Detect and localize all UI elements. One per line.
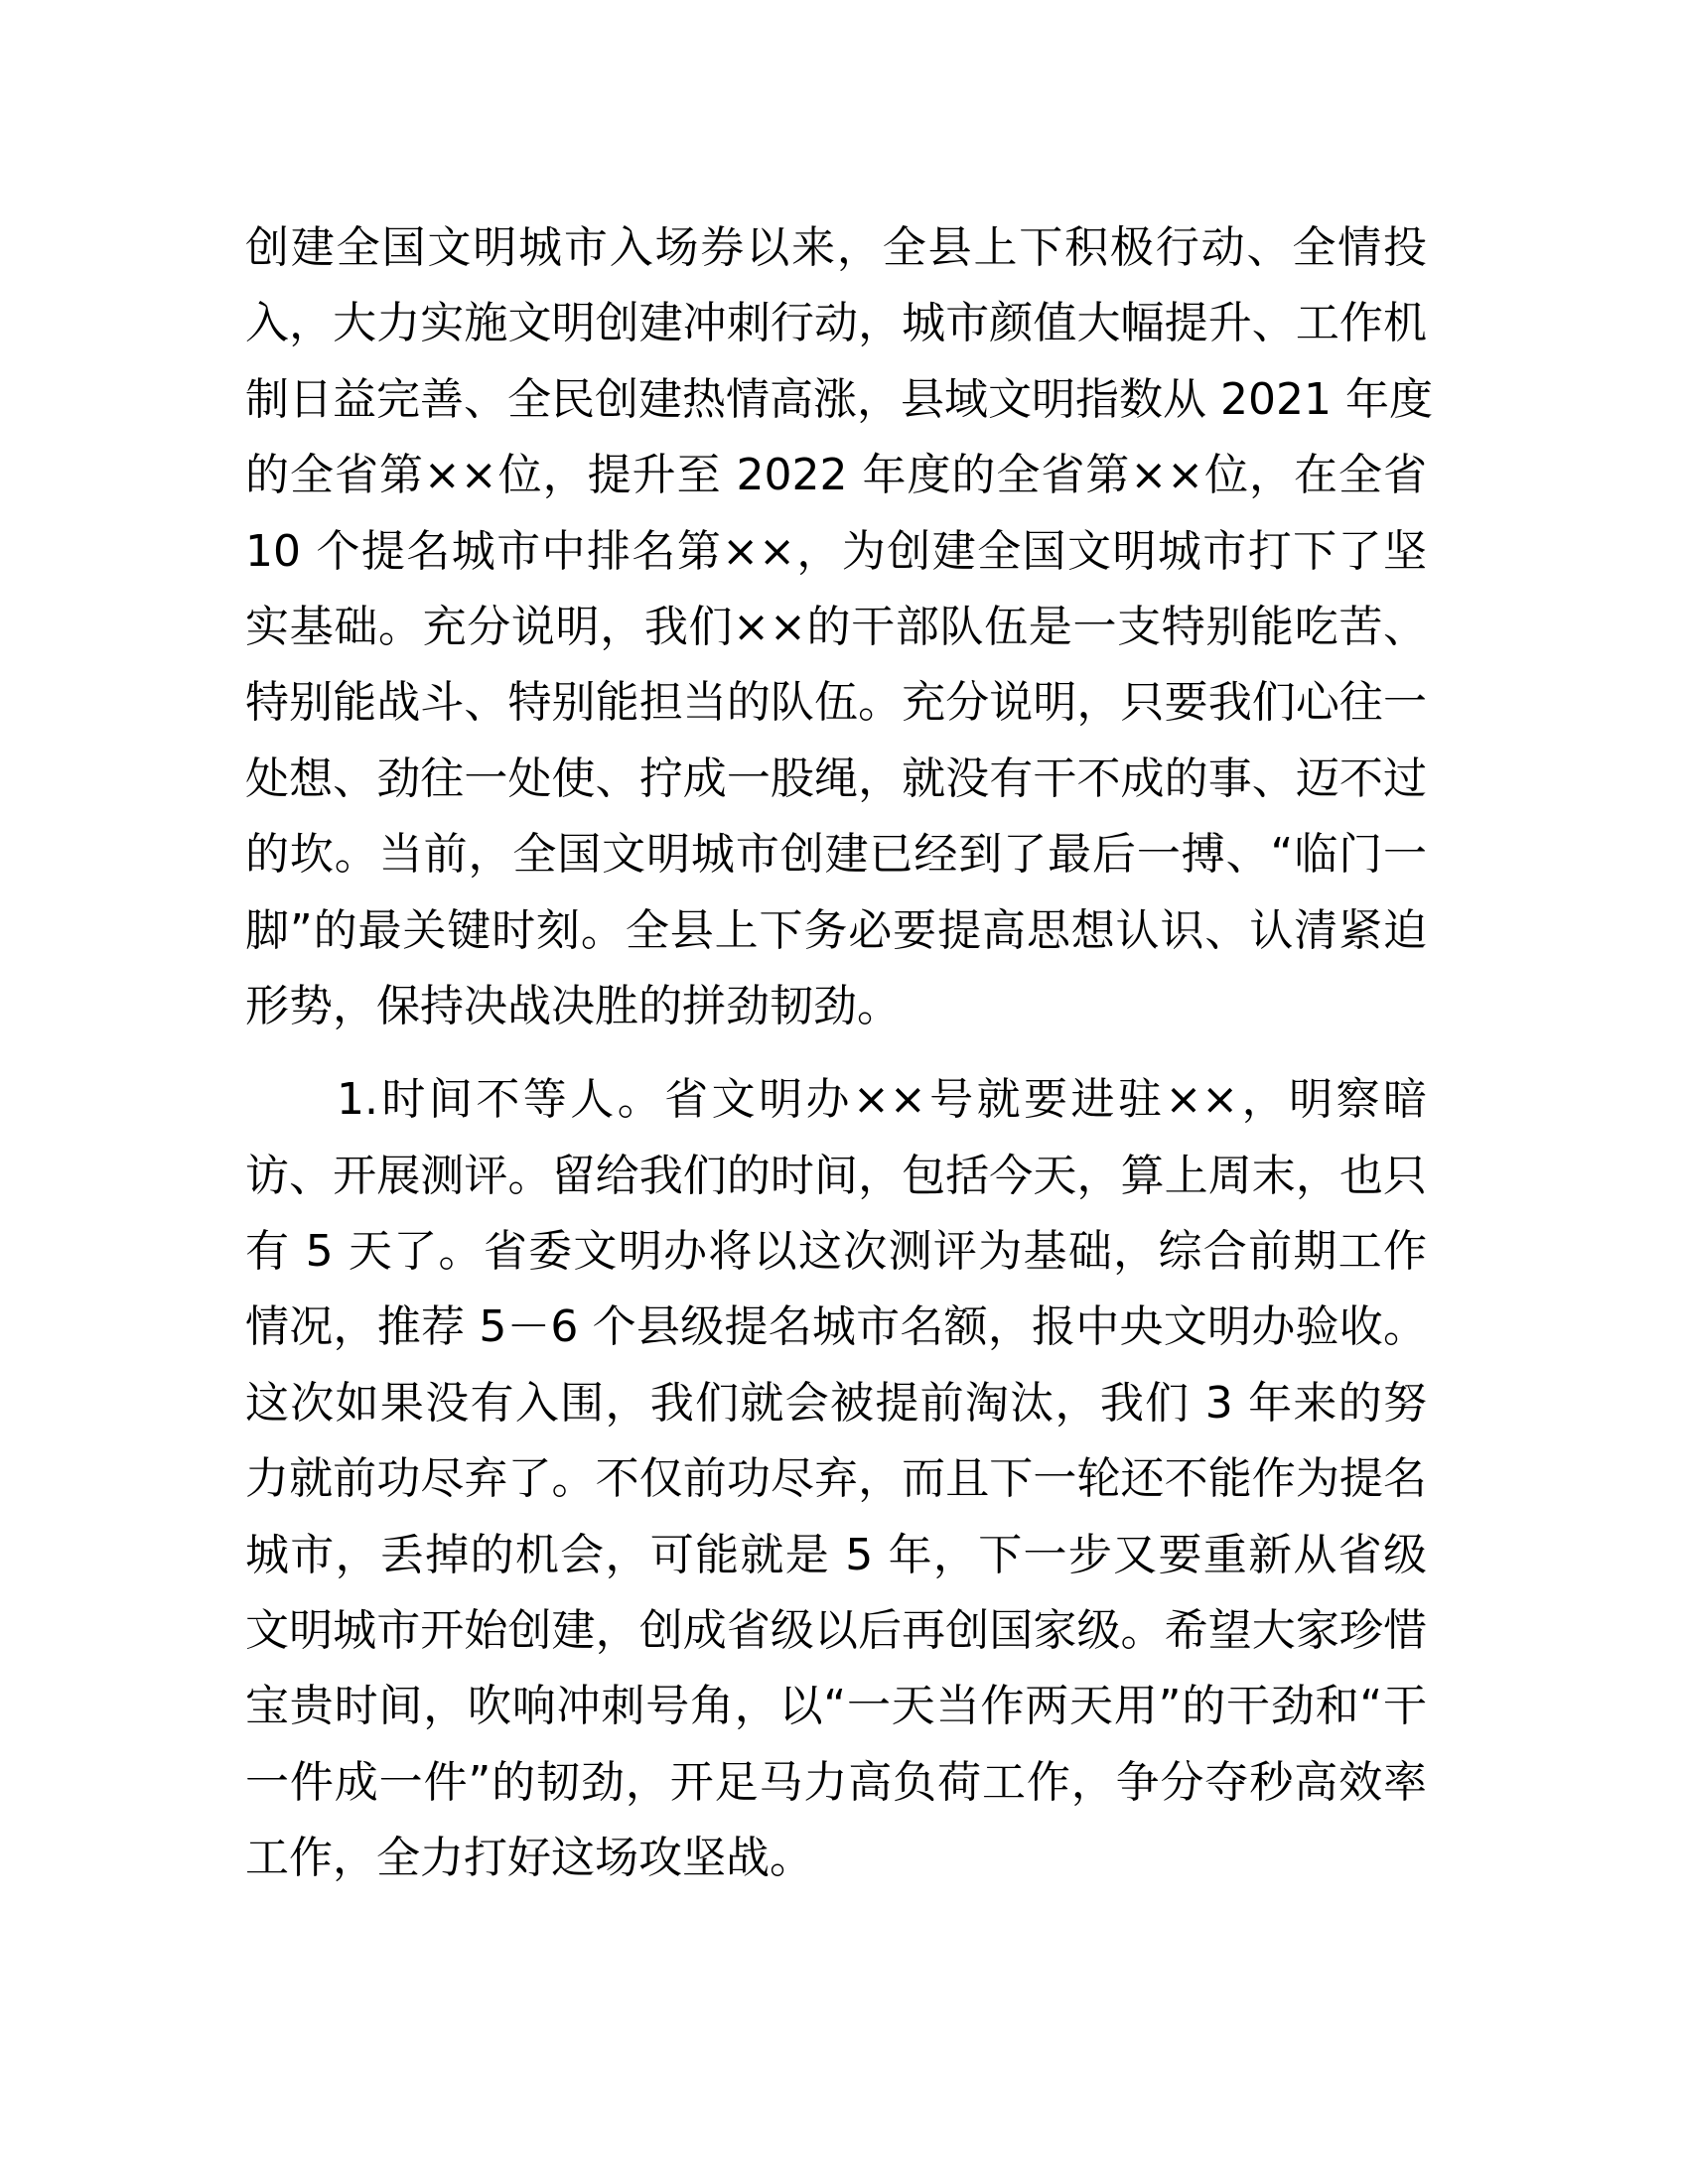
text-line: 这次如果没有入围，我们就会被提前淘汰，我们 3 年来的努: [245, 1377, 1427, 1429]
text-line: 访、开展测评。留给我们的时间，包括今天，算上周末，也只: [245, 1150, 1427, 1201]
text-line: 情况，推荐 5－6 个县级提名城市名额，报中央文明办验收。: [245, 1301, 1427, 1353]
text-line: 特别能战斗、特别能担当的队伍。充分说明，只要我们心往一: [245, 677, 1427, 729]
document-page: [245, 210, 1433, 1915]
text-line: 形势，保持决战决胜的拼劲韧劲。: [245, 980, 901, 1031]
text-line: 处想、劲往一处使、拧成一股绳，就没有干不成的事、迈不过: [245, 752, 1427, 804]
text-line: 力就前功尽弃了。不仅前功尽弃，而且下一轮还不能作为提名: [245, 1453, 1427, 1505]
text-line: 入，大力实施文明创建冲刺行动，城市颜值大幅提升、工作机: [245, 298, 1427, 349]
text-line: 宝贵时间，吹响冲刺号角，以“一天当作两天用”的干劲和“干: [245, 1681, 1427, 1732]
text-line: 城市，丢掉的机会，可能就是 5 年，下一步又要重新从省级: [245, 1529, 1427, 1580]
text-line: 的全省第××位，提升至 2022 年度的全省第××位，在全省: [245, 450, 1427, 501]
paragraph-2: [245, 1062, 1427, 1896]
paragraph-1: [245, 210, 1433, 1044]
text-line: 10 个提名城市中排名第××，为创建全国文明城市打下了坚: [245, 525, 1427, 577]
text-line: 一件成一件”的韧劲，开足马力高负荷工作，争分夺秒高效率: [245, 1756, 1427, 1808]
text-line: 文明城市开始创建，创成省级以后再创国家级。希望大家珍惜: [245, 1605, 1427, 1657]
text-line: 有 5 天了。省委文明办将以这次测评为基础，综合前期工作: [245, 1226, 1427, 1278]
text-line: 制日益完善、全民创建热情高涨，县域文明指数从 2021 年度: [245, 373, 1433, 425]
text-line: 1.时间不等人。省文明办××号就要进驻××，明察暗: [337, 1074, 1427, 1126]
text-line: 创建全国文明城市入场券以来，全县上下积极行动、全情投: [245, 222, 1427, 273]
text-line: 实基础。充分说明，我们××的干部队伍是一支特别能吃苦、: [245, 601, 1427, 652]
text-line: 的坎。当前，全国文明城市创建已经到了最后一搏、“临门一: [245, 829, 1427, 881]
text-line: 脚”的最关键时刻。全县上下务必要提高思想认识、认清紧迫: [245, 904, 1427, 956]
text-line: 工作，全力打好这场攻坚战。: [245, 1833, 813, 1884]
